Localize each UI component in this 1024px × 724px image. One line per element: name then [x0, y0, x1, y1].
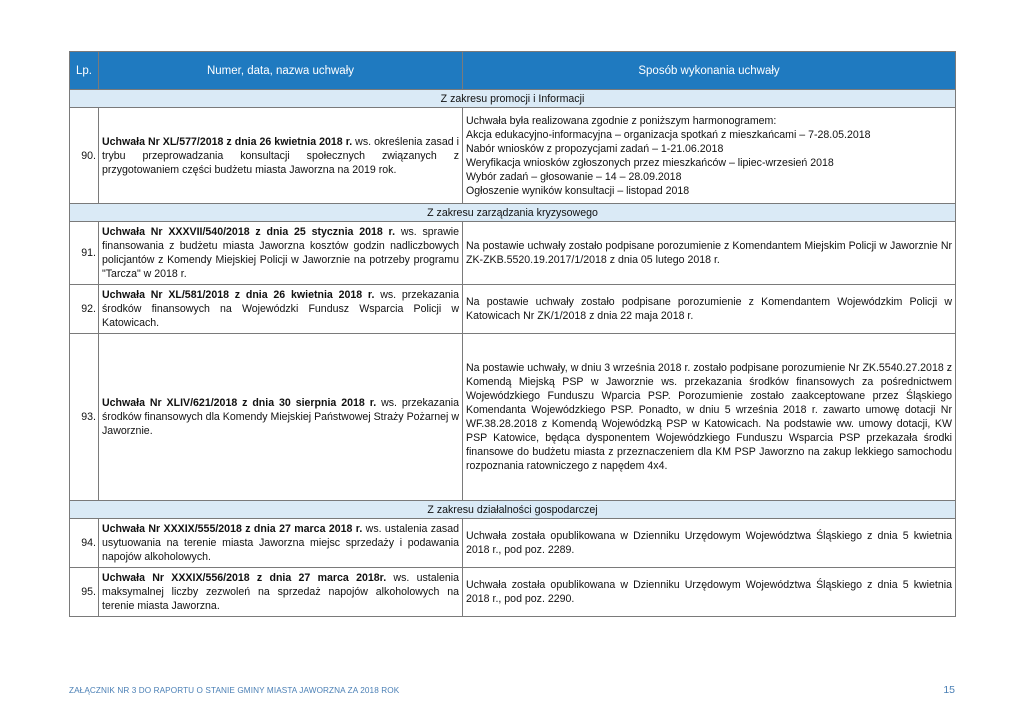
resolution-subject: ws. określenia zasad i trybu przeprowadzania konsultacji społecznych związanych z przygotowaniem części budżetu miasta Jaworzna na 2019 rok.: [102, 135, 459, 176]
resolution-subject: ws. przekazania środków finansowych dla Komendy Miejskiej Państwowej Straży Pożarnej w Jaworznie.: [102, 397, 459, 437]
execution-line: Wybór zadań – głosowanie – 14 – 28.09.2018: [466, 170, 682, 183]
section-row-business: [70, 501, 956, 519]
resolution-name: [99, 519, 463, 568]
execution-description: Na postawie uchwały zostało podpisane porozumienie z Komendantem Wojewódzkim Policji w Katowicach Nr ZK/1/2018 z dnia 22 maja 2018 r.: [463, 285, 956, 334]
section-label: Z zakresu promocji i Informacji: [70, 90, 956, 108]
execution-description: Na postawie uchwały zostało podpisane porozumienie z Komendantem Miejskim Policji w Jaworznie Nr ZK-ZKB.5520.19.2017/1/2018 z dnia 05 lutego 2018 r.: [463, 222, 956, 285]
resolution-subject: ws. przekazania środków finansowych na Wojewódzki Fundusz Wsparcia Policji w Katowicach.: [102, 289, 460, 329]
execution-line: Uchwała była realizowana zgodnie z poniższym harmonogramem:: [466, 114, 777, 127]
table-header-row: [70, 52, 956, 90]
resolution-name: [99, 222, 463, 285]
execution-description: Uchwała została opublikowana w Dzienniku Urzędowym Województwa Śląskiego z dnia 5 kwietnia 2018 r., pod poz. 2290.: [463, 568, 956, 617]
resolution-number: Uchwała Nr XXXIX/555/2018 z dnia 27 marca 2018 r.: [102, 523, 363, 535]
section-row-promotion: [70, 90, 956, 108]
table-row: [70, 334, 956, 501]
resolution-number: Uchwała Nr XL/581/2018 z dnia 26 kwietnia 2018 r.: [102, 289, 375, 301]
execution-description: Uchwała została opublikowana w Dzienniku Urzędowym Województwa Śląskiego z dnia 5 kwietnia 2018 r., pod poz. 2289.: [463, 519, 956, 568]
resolution-subject: ws. ustalenia maksymalnej liczby zezwoleń na sprzedaż napojów alkoholowych na terenie miasta Jaworzna.: [102, 572, 459, 612]
resolution-name: [99, 568, 463, 617]
table-row: [70, 222, 956, 285]
execution-line: Weryfikacja wniosków zgłoszonych przez mieszkańców – lipiec-wrzesień 2018: [466, 156, 834, 169]
resolution-subject: ws. sprawie finansowania z budżetu miasta Jaworzna kosztów godzin nadliczbowych policjantów z Komendy Miejskiej Policji w Jaworznie na potrzeby programu "Tarcza" w 2018 r.: [102, 226, 459, 280]
header-how: Sposób wykonania uchwały: [463, 52, 956, 90]
resolution-number: Uchwała Nr XL/577/2018 z dnia 26 kwietnia 2018 r.: [102, 135, 353, 148]
header-name: Numer, data, nazwa uchwały: [99, 52, 463, 90]
section-label: Z zakresu działalności gospodarczej: [70, 501, 956, 519]
table-row: [70, 519, 956, 568]
footer-document-title: ZAŁĄCZNIK NR 3 DO RAPORTU O STANIE GMINY MIASTA JAWORZNA ZA 2018 ROK: [69, 686, 400, 695]
execution-description: [463, 108, 956, 204]
row-lp: 90.: [70, 108, 99, 204]
row-lp: 95.: [70, 568, 99, 617]
execution-line: Nabór wniosków z propozycjami zadań – 1-21.06.2018: [466, 142, 724, 155]
resolution-number: Uchwała Nr XLIV/621/2018 z dnia 30 sierpnia 2018 r.: [102, 397, 377, 409]
execution-line: Ogłoszenie wyników konsultacji – listopad 2018: [466, 184, 690, 197]
resolution-name: [99, 285, 463, 334]
header-lp: Lp.: [70, 52, 99, 90]
section-label: Z zakresu zarządzania kryzysowego: [70, 204, 956, 222]
table-row: [70, 285, 956, 334]
row-lp: 93.: [70, 334, 99, 501]
execution-description: Na postawie uchwały, w dniu 3 września 2018 r. zostało podpisane porozumienie Nr ZK.5540.27.2018 z Komendą Miejską PSP w Jaworznie ws. przekazania środków finansowych za pośrednictwem Wojewódzkiego Funduszu Wparcia PSP. Porozumienie zostało zaakceptowane przez Śląskiego Komendanta Wojewódzkiego PSP. Ponadto, w dniu 5 września 2018 r. zawarto umowę dotacji Nr WF.38.28.2018 z Komendą Wojewódzką PSP w Katowicach. Na podstawie ww. umowy dotacji, KW PSP Katowice, będąca dysponentem Wojewódzkiego Funduszu Wsparcia PSP przekazała środki finansowe do budżetu miasta z przeznaczeniem dla KM PSP Jaworzno na zakup lekkiego samochodu rozpoznania ratowniczego z napędem 4x4.: [463, 334, 956, 501]
resolution-number: Uchwała Nr XXXIX/556/2018 z dnia 27 marca 2018r.: [102, 572, 387, 584]
row-lp: 94.: [70, 519, 99, 568]
resolution-name: [99, 334, 463, 501]
row-lp: 91.: [70, 222, 99, 285]
table-row: [70, 108, 956, 204]
resolution-number: Uchwała Nr XXXVII/540/2018 z dnia 25 stycznia 2018 r.: [102, 226, 396, 238]
resolution-name: [99, 108, 463, 204]
page-number: 15: [943, 684, 955, 696]
resolution-subject: ws. ustalenia zasad usytuowania na terenie miasta Jaworzna miejsc sprzedaży i podawania napojów alkoholowych.: [102, 523, 459, 563]
execution-line: Akcja edukacyjno-informacyjna – organizacja spotkań z mieszkańcami – 7-28.05.2018: [466, 128, 871, 141]
section-row-crisis: [70, 204, 956, 222]
row-lp: 92.: [70, 285, 99, 334]
resolutions-table: [69, 51, 956, 617]
table-row: [70, 568, 956, 617]
